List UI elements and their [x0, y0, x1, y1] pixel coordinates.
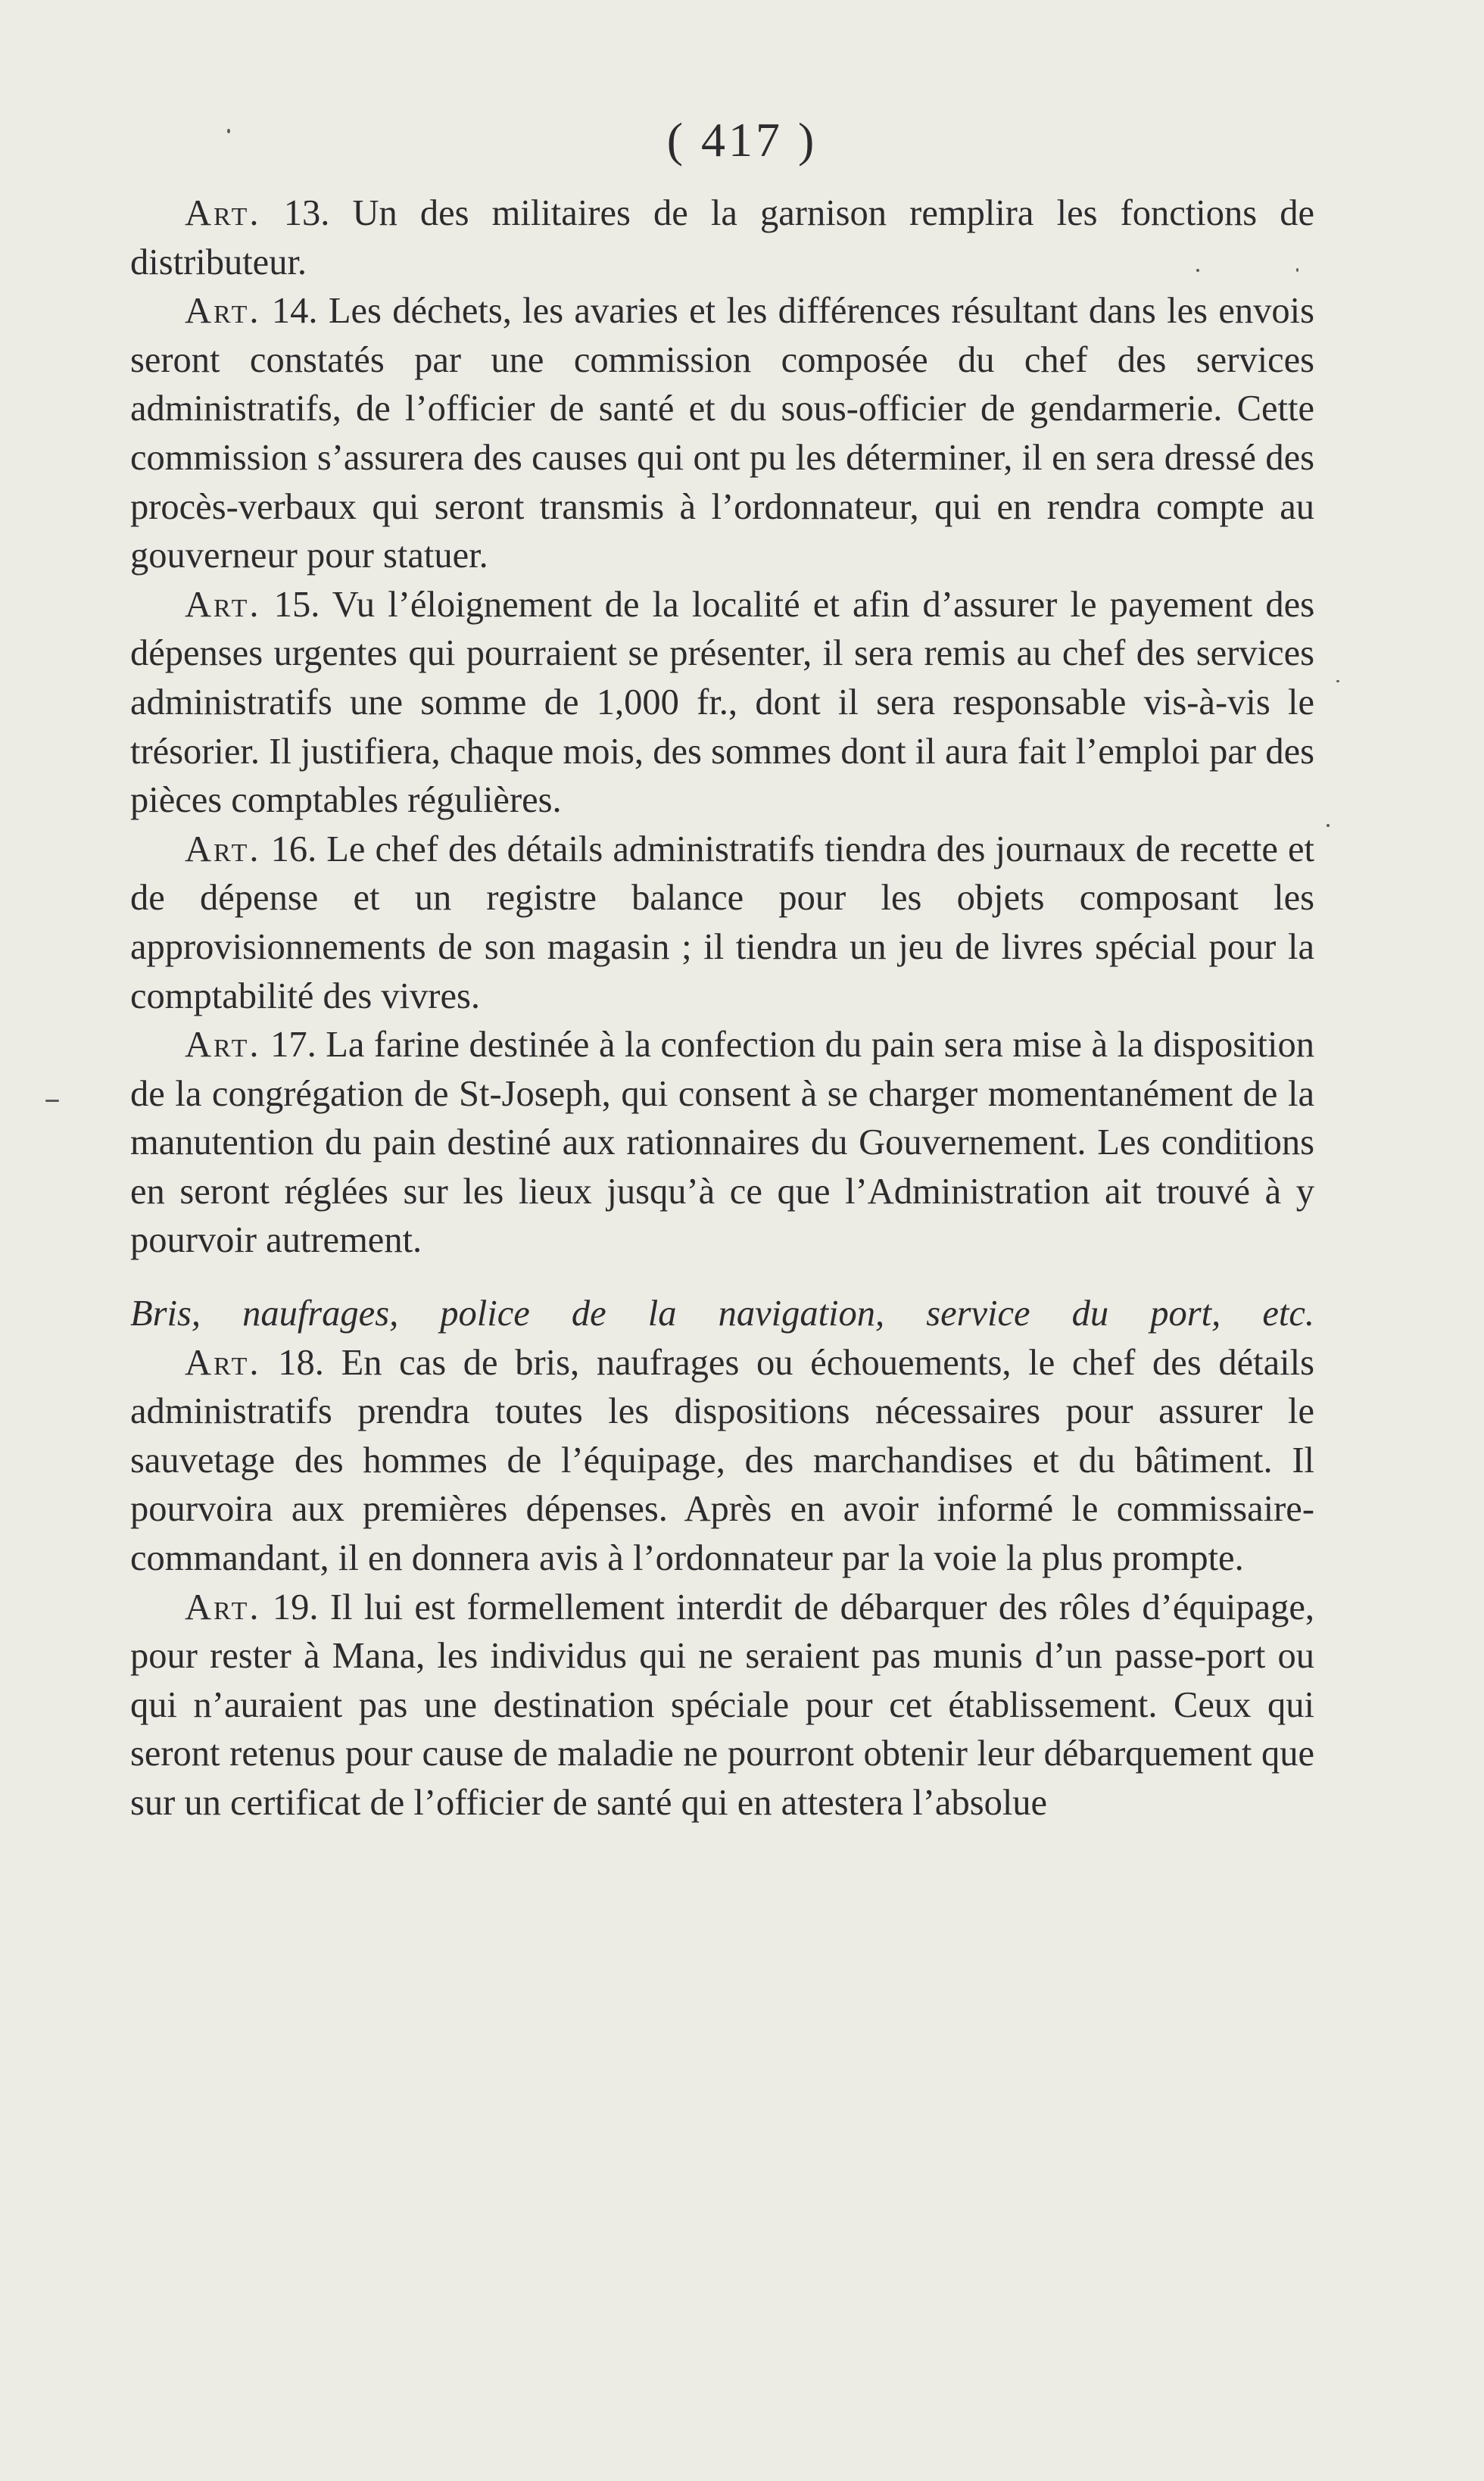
- article-text: Le chef des détails administratifs tiendra des journaux de recette et de dépense et un registre balance pour les objets composant les approvisionnements de son magasin ; il tiendra un jeu de livres spécial pour la comptabilité des vivres.: [130, 829, 1314, 1016]
- section-heading: Bris, naufrages, police de la navigation, service du port, etc.: [130, 1294, 1314, 1334]
- ink-speck: [1327, 824, 1330, 827]
- article-number: 16.: [270, 829, 317, 869]
- article-number: 15.: [273, 584, 320, 625]
- article-18: [130, 1339, 1314, 1584]
- article-label: Art.: [185, 1587, 261, 1627]
- article-text: Il lui est formellement interdit de débarquer des rôles d’équipage, pour rester à Mana, les individus qui ne seraient pas munis d’un passe-port ou qui n’auraient pas une destination spéciale pour cet établissement. Ceux qui seront retenus pour cause de maladie ne pourront obtenir leur débarquement que sur un certificat de l’officier de santé qui en attestera l’absolue: [130, 1587, 1314, 1823]
- article-15: [130, 581, 1314, 825]
- article-label: Art.: [185, 193, 261, 233]
- article-label: Art.: [185, 829, 261, 869]
- ink-speck: [45, 1100, 59, 1102]
- article-number: 17.: [270, 1025, 316, 1066]
- article-19: [130, 1584, 1314, 1828]
- article-17: [130, 1021, 1314, 1265]
- article-text: La farine destinée à la confection du pain sera mise à la disposition de la congrégation de St-Joseph, qui consent à se charger momentanément de la manutention du pain destiné aux rationnaires du Gouvernement. Les conditions en seront réglées sur les lieux jusqu’à ce que l’Administration ait trouvé à y pourvoir autrement.: [130, 1025, 1315, 1261]
- article-16: [130, 825, 1314, 1021]
- body-text: [130, 189, 1314, 1828]
- article-text: En cas de bris, naufrages ou échouements, le chef des détails administratifs prendra toutes les dispositions nécessaires pour assurer le sauvetage des hommes de l’équipage, des marchandises et du bâtiment. Il pourvoira aux premières dépenses. Après en avoir informé le commissaire-commandant, il en donnera avis à l’ordonnateur par la voie la plus prompte.: [130, 1342, 1315, 1579]
- article-text: Les déchets, les avaries et les différences résultant dans les envois seront constatés par une commission composée du chef des services administratifs, de l’officier de santé et du sous-officier de gendarmerie. Cette commission s’assurera des causes qui ont pu les déterminer, il en sera dressé des procès-verbaux qui seront transmis à l’ordonnateur, qui en rendra compte au gouverneur pour statuer.: [130, 291, 1315, 576]
- ink-speck: [1336, 680, 1339, 682]
- page-number-header: ( 417 ): [666, 113, 818, 167]
- article-label: Art.: [185, 1025, 261, 1066]
- article-text: Vu l’éloignement de la localité et afin d’assurer le payement des dépenses urgentes qui pourraient se présenter, il sera remis au chef des services administratifs une somme de 1,000 fr., dont il sera responsable vis-à-vis le trésorier. Il justifiera, chaque mois, des sommes dont il aura fait l’emploi par des pièces comptables régulières.: [130, 584, 1315, 821]
- article-label: Art.: [185, 1342, 261, 1383]
- article-14: [130, 287, 1314, 581]
- article-number: 13.: [283, 193, 330, 233]
- article-label: Art.: [185, 291, 261, 332]
- article-number: 19.: [272, 1587, 319, 1627]
- article-number: 18.: [278, 1342, 324, 1383]
- article-number: 14.: [271, 291, 318, 332]
- article-label: Art.: [185, 584, 261, 625]
- article-13: [130, 189, 1314, 287]
- article-text: Un des militaires de la garnison remplira les fonctions de distributeur.: [130, 193, 1315, 282]
